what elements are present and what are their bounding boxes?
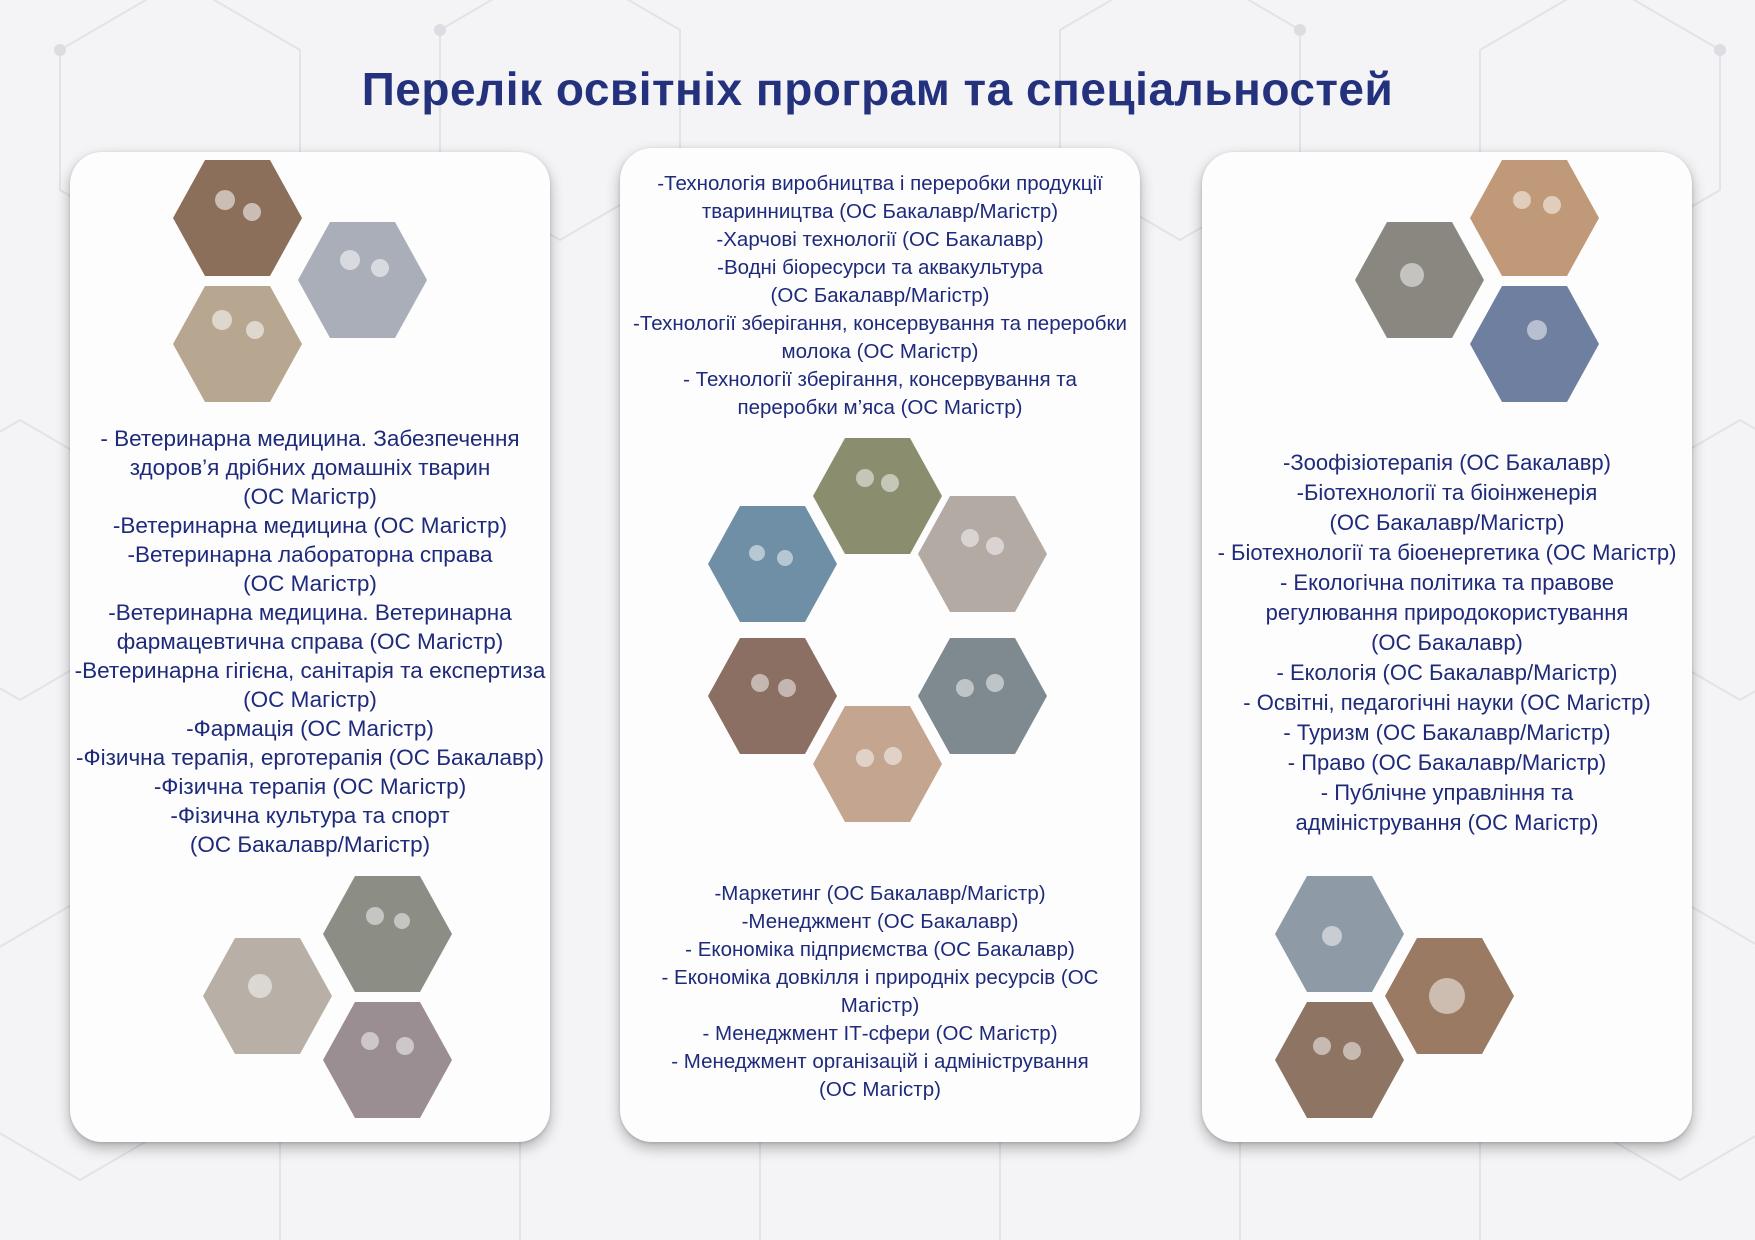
program-item: - Туризм (ОС Бакалавр/Магістр) bbox=[1283, 720, 1611, 745]
program-item: -Фізична терапія (ОС Магістр) bbox=[153, 774, 467, 799]
photo-futsal bbox=[1470, 286, 1599, 402]
photo-collage-hexagon-ring bbox=[695, 438, 1065, 838]
photo-collage-sport-education bbox=[1332, 160, 1652, 422]
program-item: -Менеджмент (ОС Бакалавр) bbox=[741, 910, 1019, 933]
program-item: - Менеджмент ІТ-сфери (ОС Магістр) bbox=[702, 1022, 1058, 1045]
program-list-middle-bottom bbox=[620, 880, 1140, 1104]
photo-lab-microscope bbox=[298, 222, 427, 338]
program-item: - Економіка підприємства (ОС Бакалавр) bbox=[685, 938, 1075, 961]
photo-students-dogs bbox=[918, 638, 1047, 754]
card-biotech-ecology-law bbox=[1202, 152, 1692, 1142]
photo-students-sport bbox=[1470, 160, 1599, 276]
program-item: -Ветеринарна медицина (ОС Магістр) bbox=[112, 513, 508, 538]
photo-lab-students bbox=[173, 160, 302, 276]
program-list-right bbox=[1202, 448, 1692, 838]
photo-collage-biotech-law bbox=[1242, 876, 1542, 1126]
program-item: - Менеджмент організацій і адміністрування (ОС Магістр) bbox=[671, 1050, 1089, 1101]
program-item: -Фізична культура та спорт (ОС Бакалавр/Магістр) bbox=[170, 803, 450, 857]
card-food-technology-economics bbox=[620, 148, 1140, 1142]
program-item: - Економіка довкілля і природніх ресурсів (ОС Магістр) bbox=[661, 966, 1099, 1017]
photo-therapy-staff bbox=[323, 876, 452, 992]
program-item: -Ветеринарна гігієна, санітарія та експертиза (ОС Магістр) bbox=[74, 658, 546, 712]
photo-collage-physical-therapy bbox=[180, 876, 480, 1126]
program-item: -Фармація (ОС Магістр) bbox=[186, 716, 434, 741]
program-item: - Освітні, педагогічні науки (ОС Магістр) bbox=[1243, 690, 1651, 715]
program-item: - Технології зберігання, консервування та переробки м’яса (ОС Магістр) bbox=[683, 368, 1077, 419]
program-item: -Біотехнології та біоінженерія (ОС Бакалавр/Магістр) bbox=[1296, 480, 1598, 535]
program-item: - Екологія (ОС Бакалавр/Магістр) bbox=[1276, 660, 1618, 685]
photo-aquaculture-lab bbox=[708, 506, 837, 622]
photo-students-reading bbox=[708, 638, 837, 754]
program-item: -Фізична терапія, ерготерапія (ОС Бакалавр) bbox=[75, 745, 545, 770]
program-item: -Харчові технології (ОС Бакалавр) bbox=[716, 228, 1044, 251]
program-item: -Водні біоресурси та аквакультура (ОС Бакалавр/Магістр) bbox=[717, 256, 1043, 307]
program-item: - Ветеринарна медицина. Забезпечення здоров’я дрібних домашніх тварин (ОС Магістр) bbox=[100, 426, 520, 509]
program-item: -Технологія виробництва і переробки продукції тваринництва (ОС Бакалавр/Магістр) bbox=[657, 172, 1103, 223]
program-item: -Маркетинг (ОС Бакалавр/Магістр) bbox=[714, 882, 1046, 905]
program-item: -Ветеринарна лабораторна справа (ОС Магістр) bbox=[127, 542, 493, 596]
photo-lab-pipettes bbox=[173, 286, 302, 402]
program-item: - Біотехнології та біоенергетика (ОС Магістр) bbox=[1217, 540, 1677, 565]
photo-law-students bbox=[1275, 1002, 1404, 1118]
photo-students-laptop bbox=[813, 706, 942, 822]
program-item: -Технології зберігання, консервування та переробки молока (ОС Магістр) bbox=[633, 312, 1127, 363]
photo-food-lab-bottles bbox=[813, 438, 942, 554]
program-list-left bbox=[70, 424, 550, 859]
photo-therapy-walkers bbox=[323, 1002, 452, 1118]
program-item: -Ветеринарна медицина. Ветеринарна фармацевтична справа (ОС Магістр) bbox=[108, 600, 512, 654]
photo-collage-veterinary-labs bbox=[140, 160, 470, 422]
program-item: - Публічне управління та адміністрування (ОС Магістр) bbox=[1295, 780, 1599, 835]
program-item: -Зоофізіотерапія (ОС Бакалавр) bbox=[1283, 450, 1611, 475]
photo-food-lab-analysis bbox=[918, 496, 1047, 612]
program-item: - Право (ОС Бакалавр/Магістр) bbox=[1287, 750, 1607, 775]
program-list-middle-top bbox=[620, 170, 1140, 422]
page-title: Перелік освітніх програм та спеціальностей bbox=[361, 63, 1394, 115]
photo-therapy-hands bbox=[203, 938, 332, 1054]
card-veterinary-health bbox=[70, 152, 550, 1142]
program-item: - Екологічна політика та правове регулювання природокористування (ОС Бакалавр) bbox=[1265, 570, 1629, 655]
